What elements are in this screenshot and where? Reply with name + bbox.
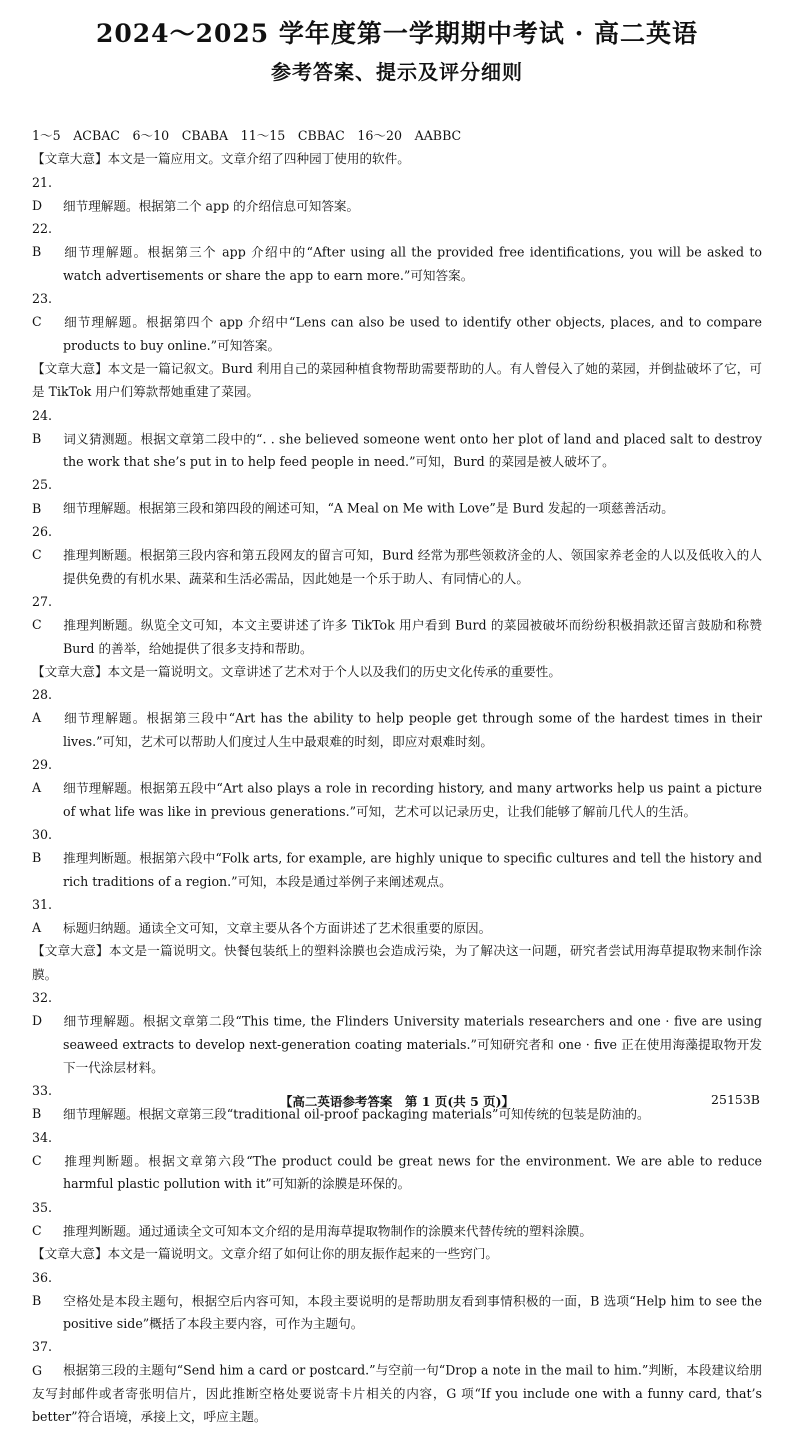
answer-26	[32, 520, 762, 590]
answer-explanation: 词义猜测题。根据文章第二段中的“. . she believed someone went onto her plot of land and placed salt to destroy the work that she’s put in to help feed people in need.”可知，Burd 的菜园是被人破坏了。	[63, 430, 762, 470]
answer-number: 28. A	[32, 687, 53, 726]
answer-21	[32, 171, 762, 218]
answer-explanation: 空格处是本段主题句，根据空后内容可知，本段主要说明的是帮助朋友看到事情积极的一面，B 选项“Help him to see the positive side”概括了本段主要内容，可作为主题句。	[63, 1292, 762, 1332]
summary-2: 【文章大意】本文是一篇记叙文。Burd 利用自己的菜园种植食物帮助需要帮助的人。有人曾侵入了她的菜园，并倒盐破坏了它，可是 TikTok 用户们筹款帮她重建了菜园。	[32, 360, 762, 400]
answer-number: 24. B	[32, 407, 53, 446]
answer-number: 35. C	[32, 1199, 53, 1238]
summary-1: 【文章大意】本文是一篇应用文。文章介绍了四种园丁使用的软件。	[32, 151, 410, 167]
answer-number: 36. B	[32, 1269, 53, 1308]
answer-explanation: 标题归纳题。通读全文可知，文章主要从各个方面讲述了艺术很重要的原因。	[63, 920, 492, 936]
footer-code: 25153B	[711, 1092, 760, 1107]
answer-explanation: 推理判断题。纵览全文可知，本文主要讲述了许多 TikTok 用户看到 Burd 的菜园被破坏而纷纷积极捐款还留言鼓励和称赞 Burd 的善举，给她提供了很多支持和帮助。	[63, 617, 762, 656]
answer-34	[32, 1126, 762, 1196]
answer-number: 26. C	[32, 524, 53, 563]
answer-number: 21. D	[32, 174, 53, 213]
answer-32	[32, 986, 762, 1079]
answer-28	[32, 683, 762, 753]
answer-key-line: 1～5 ACBAC 6～10 CBABA 11～15 CBBAC 16～20 AABBC	[32, 128, 462, 143]
answer-explanation: 细节理解题。根据第三个 app 介绍中的“After using all the provided free identifications, you will be asked to watch advertisements or share the app to earn more.”可知答案。	[63, 244, 762, 283]
answer-number: 37. G	[32, 1339, 53, 1378]
summary-5: 【文章大意】本文是一篇说明文。文章介绍了如何让你的朋友振作起来的一些窍门。	[32, 1246, 498, 1262]
answer-24	[32, 404, 762, 474]
answer-explanation: 推理判断题。根据文章第六段“The product could be great news for the environment. We are able to reduce harmful plastic pollution with it”可知新的涂膜是环保的。	[63, 1153, 762, 1192]
answer-37	[32, 1335, 762, 1428]
answer-number: 29. A	[32, 757, 53, 796]
answer-36	[32, 1266, 762, 1336]
answer-number: 27. C	[32, 593, 53, 633]
answer-explanation: 根据第三段的主题句“Send him a card or postcard.”与空前一句“Drop a note in the mail to him.”判断，本段建议给朋友写封邮件或者寄张明信片，因此推断空格处要说寄卡片相关的内容，G 项“If you include one with a funny card, that’s better”符合语境，承接上文，呼应主题。	[32, 1362, 762, 1425]
answer-27	[32, 590, 762, 660]
answer-explanation: 细节理解题。根据第三段和第四段的阐述可知，“A Meal on Me with Love”是 Burd 发起的一项慈善活动。	[63, 500, 674, 516]
page-title: 2024～2025 学年度第一学期期中考试 · 高二英语	[96, 19, 698, 48]
answer-number: 33. B	[32, 1083, 53, 1122]
answer-29	[32, 753, 762, 823]
answer-content	[32, 124, 762, 1429]
answer-number: 25. B	[32, 477, 53, 516]
answer-22	[32, 217, 762, 287]
answer-explanation: 细节理解题。根据第三段中“Art has the ability to help people get through some of the hardest times in their lives.”可知，艺术可以帮助人们度过人生中最艰难的时刻，即应对艰难时刻。	[63, 710, 762, 749]
answer-35	[32, 1196, 762, 1243]
answer-explanation: 推理判断题。通过通读全文可知本文介绍的是用海草提取物制作的涂膜来代替传统的塑料涂膜。	[63, 1222, 592, 1238]
answer-number: 23. C	[32, 291, 53, 330]
answer-30	[32, 823, 762, 893]
answer-number: 22. B	[32, 221, 53, 260]
page-subtitle: 参考答案、提示及评分细则	[271, 60, 523, 84]
answer-explanation: 细节理解题。根据第五段中“Art also plays a role in recording history, and many artworks help us paint a picture of what life was like in previous generations.”可知，艺术可以记录历史，让我们能够了解前几代人的生活。	[63, 780, 762, 819]
summary-4: 【文章大意】本文是一篇说明文。快餐包装纸上的塑料涂膜也会造成污染，为了解决这一问题，研究者尝试用海草提取物来制作涂膜。	[32, 943, 762, 982]
answer-31	[32, 893, 762, 940]
answer-explanation: 细节理解题。根据第四个 app 介绍中“Lens can also be used to identify other objects, places, and to compare products to buy online.”可知答案。	[63, 314, 762, 353]
answer-explanation: 推理判断题。根据第六段中“Folk arts, for example, are highly unique to specific cultures and tell the history and rich traditions of a region.”可知，本段是通过举例子来阐述观点。	[63, 850, 762, 889]
answer-number: 34. C	[32, 1129, 53, 1169]
answer-number: 31. A	[32, 896, 53, 936]
answer-23	[32, 287, 762, 357]
answer-25	[32, 473, 762, 520]
answer-explanation: 细节理解题。根据文章第二段“This time, the Flinders University materials researchers and one · five are using seaweed extracts to develop next-generation coating materials.”可知研究者和 one · five 正在使用海藻提取物开发下一代涂层材料。	[63, 1013, 762, 1075]
summary-3: 【文章大意】本文是一篇说明文。文章讲述了艺术对于个人以及我们的历史文化传承的重要性。	[32, 663, 561, 679]
footer-label: 【高二英语参考答案 第 1 页(共 5 页)】	[279, 1094, 515, 1109]
answer-number: 30. B	[32, 826, 53, 866]
answer-explanation: 细节理解题。根据第二个 app 的介绍信息可知答案。	[63, 197, 360, 213]
answer-explanation: 细节理解题。根据文章第三段“traditional oil-proof packaging materials”可知传统的包装是防油的。	[63, 1106, 650, 1122]
answer-explanation: 推理判断题。根据第三段内容和第五段网友的留言可知，Burd 经常为那些领救济金的人、领国家养老金的人以及低收入的人提供免费的有机水果、蔬菜和生活必需品，因此她是一个乐于助人、有同情心的人。	[63, 547, 762, 586]
answer-number: 32. D	[32, 989, 53, 1029]
